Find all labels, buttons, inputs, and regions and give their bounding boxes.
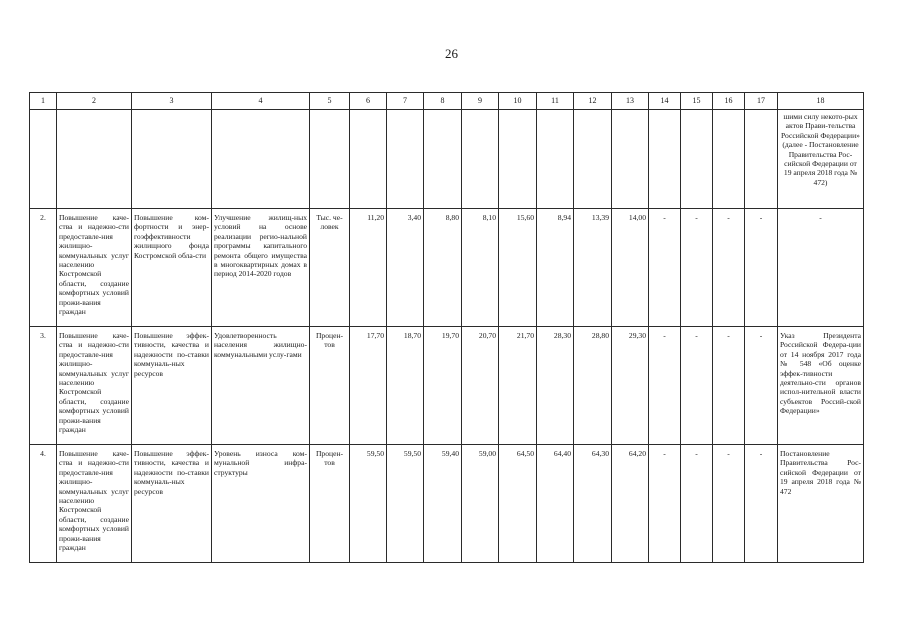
table-cell — [132, 110, 212, 209]
value-cell: - — [745, 209, 778, 327]
header-cell: 6 — [350, 93, 387, 110]
header-cell: 18 — [778, 93, 864, 110]
value-cell: 18,70 — [387, 327, 424, 445]
value-cell: - — [745, 445, 778, 563]
table-row — [30, 445, 864, 563]
table-cell — [745, 110, 778, 209]
header-cell: 13 — [612, 93, 649, 110]
goal-cell: Повышение каче-ства и надежно-сти предоставле-ния жилищно-коммунальных услуг населению Костромской области, создание комфортных условий прожи-вания граждан — [57, 445, 132, 563]
table-cell — [350, 110, 387, 209]
row-number: 4. — [30, 445, 57, 563]
table-cell — [574, 110, 612, 209]
continuation-row — [30, 110, 864, 209]
header-cell: 10 — [499, 93, 537, 110]
value-cell: 3,40 — [387, 209, 424, 327]
value-cell: 28,80 — [574, 327, 612, 445]
value-cell: - — [649, 327, 681, 445]
table-cell — [649, 110, 681, 209]
unit-cell: Тыс. че-ловек — [310, 209, 350, 327]
value-cell: 8,80 — [424, 209, 462, 327]
table-cell — [681, 110, 713, 209]
table-cell — [499, 110, 537, 209]
header-cell: 4 — [212, 93, 310, 110]
value-cell: 59,00 — [462, 445, 499, 563]
unit-cell: Процен-тов — [310, 445, 350, 563]
value-cell: - — [713, 209, 745, 327]
table-cell — [713, 110, 745, 209]
header-cell: 15 — [681, 93, 713, 110]
value-cell: 20,70 — [462, 327, 499, 445]
value-cell: 19,70 — [424, 327, 462, 445]
table-cell — [424, 110, 462, 209]
table-cell — [612, 110, 649, 209]
task-cell: Повышение эффек-тивности, качества и надежности по-ставки коммуналь-ных ресурсов — [132, 327, 212, 445]
indicator-cell: Удовлетворенность населения жилищно-коммунальными услу-гами — [212, 327, 310, 445]
value-cell: - — [713, 445, 745, 563]
value-cell: - — [649, 209, 681, 327]
table-cell — [310, 110, 350, 209]
header-cell: 5 — [310, 93, 350, 110]
value-cell: 29,30 — [612, 327, 649, 445]
value-cell: - — [649, 445, 681, 563]
value-cell: 8,10 — [462, 209, 499, 327]
goal-cell: Повышение каче-ства и надежно-сти предоставле-ния жилищно-коммунальных услуг населению Костромской области, создание комфортных условий прожи-вания граждан — [57, 327, 132, 445]
value-cell: - — [681, 327, 713, 445]
header-cell: 3 — [132, 93, 212, 110]
header-cell: 8 — [424, 93, 462, 110]
table-cell — [387, 110, 424, 209]
header-cell: 9 — [462, 93, 499, 110]
task-cell: Повышение эффек-тивности, качества и надежности по-ставки коммуналь-ных ресурсов — [132, 445, 212, 563]
table-cell — [462, 110, 499, 209]
value-cell: - — [681, 209, 713, 327]
page-number: 26 — [445, 46, 458, 61]
indicator-cell: Уровень износа ком-мунальной инфра-структуры — [212, 445, 310, 563]
value-cell: 59,50 — [350, 445, 387, 563]
row-number: 3. — [30, 327, 57, 445]
legal-basis-cell: Указ Президента Российской Федера-ции от 14 ноября 2017 года № 548 «Об оценке эффек-тивности деятельно-сти органов испол-нительной власти субъектов Россий-ской Федерации» — [778, 327, 864, 445]
value-cell: - — [745, 327, 778, 445]
value-cell: 13,39 — [574, 209, 612, 327]
header-cell: 2 — [57, 93, 132, 110]
header-cell: 1 — [30, 93, 57, 110]
legal-basis-cell: Постановление Правительства Рос-сийской Федерации от 19 апреля 2018 года № 472 — [778, 445, 864, 563]
header-cell: 14 — [649, 93, 681, 110]
header-cell: 12 — [574, 93, 612, 110]
value-cell: 64,30 — [574, 445, 612, 563]
table-cell — [212, 110, 310, 209]
value-cell: 59,40 — [424, 445, 462, 563]
value-cell: 14,00 — [612, 209, 649, 327]
table-cell — [30, 110, 57, 209]
table-row — [30, 209, 864, 327]
value-cell: - — [713, 327, 745, 445]
goal-cell: Повышение каче-ства и надежно-сти предоставле-ния жилищно-коммунальных услуг населению Костромской области, создание комфортных условий прожи-вания граждан — [57, 209, 132, 327]
value-cell: 11,20 — [350, 209, 387, 327]
row-number: 2. — [30, 209, 57, 327]
header-cell: 16 — [713, 93, 745, 110]
value-cell: 64,40 — [537, 445, 574, 563]
value-cell: 21,70 — [499, 327, 537, 445]
value-cell: 28,30 — [537, 327, 574, 445]
value-cell: 15,60 — [499, 209, 537, 327]
value-cell: 8,94 — [537, 209, 574, 327]
value-cell: 64,50 — [499, 445, 537, 563]
header-row — [30, 93, 864, 110]
header-cell: 17 — [745, 93, 778, 110]
value-cell: 59,50 — [387, 445, 424, 563]
table-cell — [537, 110, 574, 209]
indicators-table — [29, 92, 864, 563]
value-cell: 17,70 — [350, 327, 387, 445]
legal-basis-cell: - — [778, 209, 864, 327]
value-cell: 64,20 — [612, 445, 649, 563]
value-cell: - — [681, 445, 713, 563]
legal-basis-cell: шими силу некото-рых актов Прави-тельства Российской Федерации» (далее - Постановление Правительства Рос-сийской Федерации от 19 апреля 2018 года № 472) — [778, 110, 864, 209]
task-cell: Повышение ком-фортности и энер-гоэффективности жилищного фонда Костромской обла-сти — [132, 209, 212, 327]
indicator-cell: Улучшение жилищ-ных условий на основе реализации регио-нальной программы капитального ремонта общего имущества в многоквартирных домах в период 2014-2020 годов — [212, 209, 310, 327]
header-cell: 7 — [387, 93, 424, 110]
unit-cell: Процен-тов — [310, 327, 350, 445]
table-row — [30, 327, 864, 445]
table-cell — [57, 110, 132, 209]
header-cell: 11 — [537, 93, 574, 110]
